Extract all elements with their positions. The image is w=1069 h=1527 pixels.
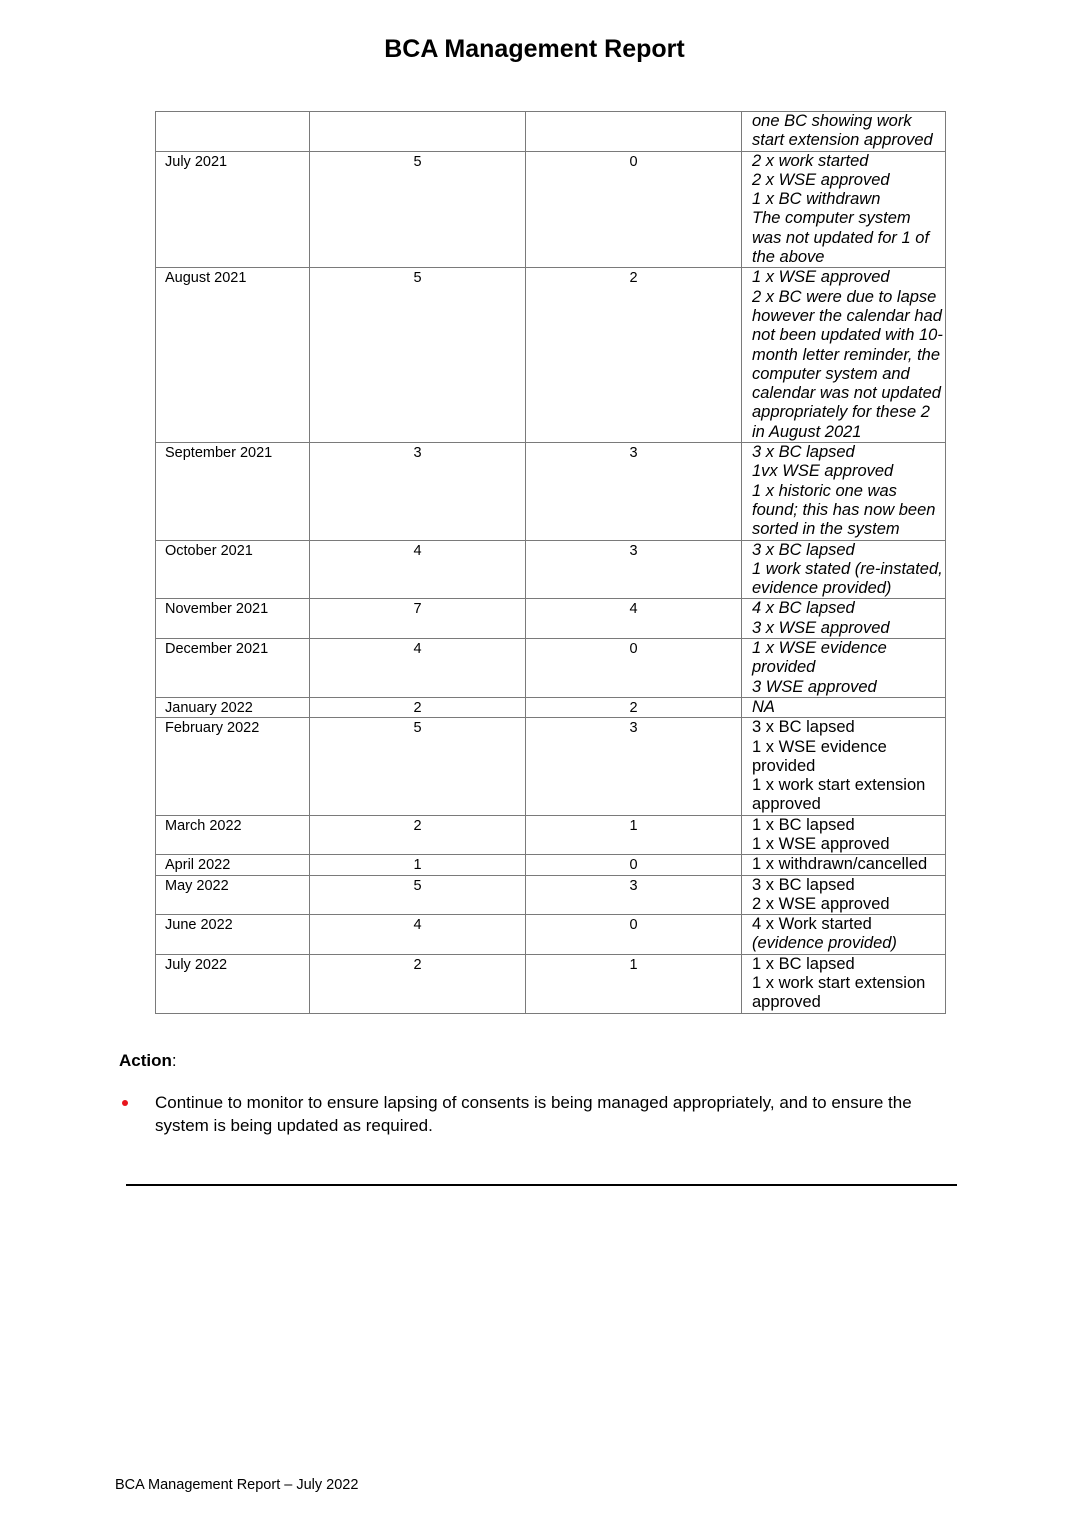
notes-cell xyxy=(742,639,946,698)
table-row xyxy=(156,855,946,875)
count-cell: 2 xyxy=(310,697,526,717)
table-row xyxy=(156,268,946,443)
note-line: not been updated with 10- xyxy=(752,326,943,345)
table-row xyxy=(156,151,946,268)
count-cell: 5 xyxy=(310,718,526,815)
note-line: 3 WSE approved xyxy=(752,677,877,696)
month-cell: June 2022 xyxy=(156,915,310,955)
note-line: approved xyxy=(752,993,821,1012)
note-line: NA xyxy=(752,697,775,716)
lapsed-cell: 3 xyxy=(526,875,742,915)
table-row xyxy=(156,718,946,815)
note-line: 2 x work started xyxy=(752,151,869,170)
count-cell: 3 xyxy=(310,443,526,540)
notes-cell xyxy=(742,268,946,443)
note-line: start extension approved xyxy=(752,131,933,150)
month-cell: April 2022 xyxy=(156,855,310,875)
lapsed-cell: 2 xyxy=(526,268,742,443)
note-line: however the calendar had xyxy=(752,306,942,325)
lapsed-cell: 0 xyxy=(526,639,742,698)
notes-cell xyxy=(742,855,946,875)
note-line: 1vx WSE approved xyxy=(752,462,894,481)
table-row xyxy=(156,875,946,915)
note-line: 1 work stated (re-instated, xyxy=(752,559,943,578)
count-cell: 5 xyxy=(310,268,526,443)
month-cell: November 2021 xyxy=(156,599,310,639)
note-line: 1 x WSE approved xyxy=(752,268,890,287)
count-cell: 4 xyxy=(310,639,526,698)
note-line: 3 x BC lapsed xyxy=(752,540,855,559)
note-line: 1 x work start extension xyxy=(752,776,926,795)
count-cell: 7 xyxy=(310,599,526,639)
note-line: appropriately for these 2 xyxy=(752,403,930,422)
note-line: 1 x BC lapsed xyxy=(752,954,855,973)
note-line: 1 x WSE approved xyxy=(752,834,890,853)
note-line: The computer system xyxy=(752,209,911,228)
note-line: 1 x WSE evidence xyxy=(752,737,887,756)
month-cell: May 2022 xyxy=(156,875,310,915)
note-line: 2 x BC were due to lapse xyxy=(752,287,937,306)
count-cell: 4 xyxy=(310,540,526,599)
notes-cell xyxy=(742,954,946,1013)
table-row xyxy=(156,915,946,955)
notes-cell xyxy=(742,815,946,855)
note-line: 4 x BC lapsed xyxy=(752,599,855,618)
count-cell: 5 xyxy=(310,875,526,915)
note-line: 4 x Work started xyxy=(752,915,872,934)
action-heading-label: Action xyxy=(119,1051,172,1070)
note-line: provided xyxy=(752,658,816,677)
lapsed-cell: 3 xyxy=(526,540,742,599)
lapsed-cell: 1 xyxy=(526,954,742,1013)
note-line: 1 x historic one was xyxy=(752,481,897,500)
count-cell: 2 xyxy=(310,815,526,855)
count-cell: 5 xyxy=(310,151,526,268)
note-line: 1 x BC lapsed xyxy=(752,815,855,834)
page-footer: BCA Management Report – July 2022 xyxy=(115,1477,359,1493)
note-line: 3 x BC lapsed xyxy=(752,718,855,737)
month-cell: March 2022 xyxy=(156,815,310,855)
lapsed-cell: 0 xyxy=(526,915,742,955)
note-line: calendar was not updated xyxy=(752,384,941,403)
note-line: 1 x work start extension xyxy=(752,974,926,993)
month-cell: January 2022 xyxy=(156,697,310,717)
note-line: 1 x BC withdrawn xyxy=(752,190,881,209)
month-cell: August 2021 xyxy=(156,268,310,443)
notes-cell xyxy=(742,540,946,599)
month-cell: September 2021 xyxy=(156,443,310,540)
action-heading-colon: : xyxy=(171,1051,177,1070)
note-line: approved xyxy=(752,795,821,814)
notes-cell xyxy=(742,718,946,815)
lapsed-cell xyxy=(526,112,742,152)
table-row xyxy=(156,815,946,855)
note-line: 1 x withdrawn/cancelled xyxy=(752,855,928,874)
action-item: Continue to monitor to ensure lapsing of consents is being managed appropriately, and to ensure the system is being updated as required. xyxy=(155,1093,912,1135)
lapsed-cell: 2 xyxy=(526,697,742,717)
note-line: 3 x BC lapsed xyxy=(752,875,855,894)
note-line: 2 x WSE approved xyxy=(752,894,890,913)
notes-cell xyxy=(742,875,946,915)
note-line: provided xyxy=(752,756,816,775)
lapsed-cell: 3 xyxy=(526,718,742,815)
table-row xyxy=(156,540,946,599)
count-cell: 4 xyxy=(310,915,526,955)
note-line: evidence provided) xyxy=(752,579,892,598)
month-cell: July 2021 xyxy=(156,151,310,268)
action-heading xyxy=(119,1050,177,1072)
lapsed-cell: 0 xyxy=(526,151,742,268)
lapsed-cell: 0 xyxy=(526,855,742,875)
month-cell: February 2022 xyxy=(156,718,310,815)
notes-cell xyxy=(742,915,946,955)
note-line: 3 x WSE approved xyxy=(752,618,890,637)
month-cell: July 2022 xyxy=(156,954,310,1013)
note-line: found; this has now been xyxy=(752,500,936,519)
table-row xyxy=(156,443,946,540)
table-row xyxy=(156,112,946,152)
notes-cell xyxy=(742,599,946,639)
notes-cell xyxy=(742,697,946,717)
lapsed-cell: 1 xyxy=(526,815,742,855)
note-line: month letter reminder, the xyxy=(752,345,941,364)
note-line: the above xyxy=(752,248,825,267)
note-line: was not updated for 1 of xyxy=(752,228,930,247)
table-row xyxy=(156,599,946,639)
note-line: sorted in the system xyxy=(752,520,900,539)
table-row xyxy=(156,639,946,698)
note-line: 3 x BC lapsed xyxy=(752,443,855,462)
notes-cell xyxy=(742,151,946,268)
note-line: 2 x WSE approved xyxy=(752,170,890,189)
note-line: 1 x WSE evidence xyxy=(752,639,887,658)
note-line: in August 2021 xyxy=(752,422,862,441)
count-cell: 1 xyxy=(310,855,526,875)
table-row xyxy=(156,954,946,1013)
count-cell: 2 xyxy=(310,954,526,1013)
lapsed-cell: 3 xyxy=(526,443,742,540)
section-divider xyxy=(126,1184,957,1186)
note-line: computer system and xyxy=(752,364,910,383)
notes-cell xyxy=(742,112,946,152)
table-row xyxy=(156,697,946,717)
lapsed-cell: 4 xyxy=(526,599,742,639)
note-line: one BC showing work xyxy=(752,112,912,130)
notes-cell xyxy=(742,443,946,540)
count-cell xyxy=(310,112,526,152)
page-title: BCA Management Report xyxy=(384,35,685,63)
month-cell xyxy=(156,112,310,152)
bullet-icon xyxy=(119,1093,129,1115)
lapsed-consents-table xyxy=(155,111,946,1014)
month-cell: October 2021 xyxy=(156,540,310,599)
table-body xyxy=(156,112,946,1014)
note-line: (evidence provided) xyxy=(752,934,897,953)
month-cell: December 2021 xyxy=(156,639,310,698)
